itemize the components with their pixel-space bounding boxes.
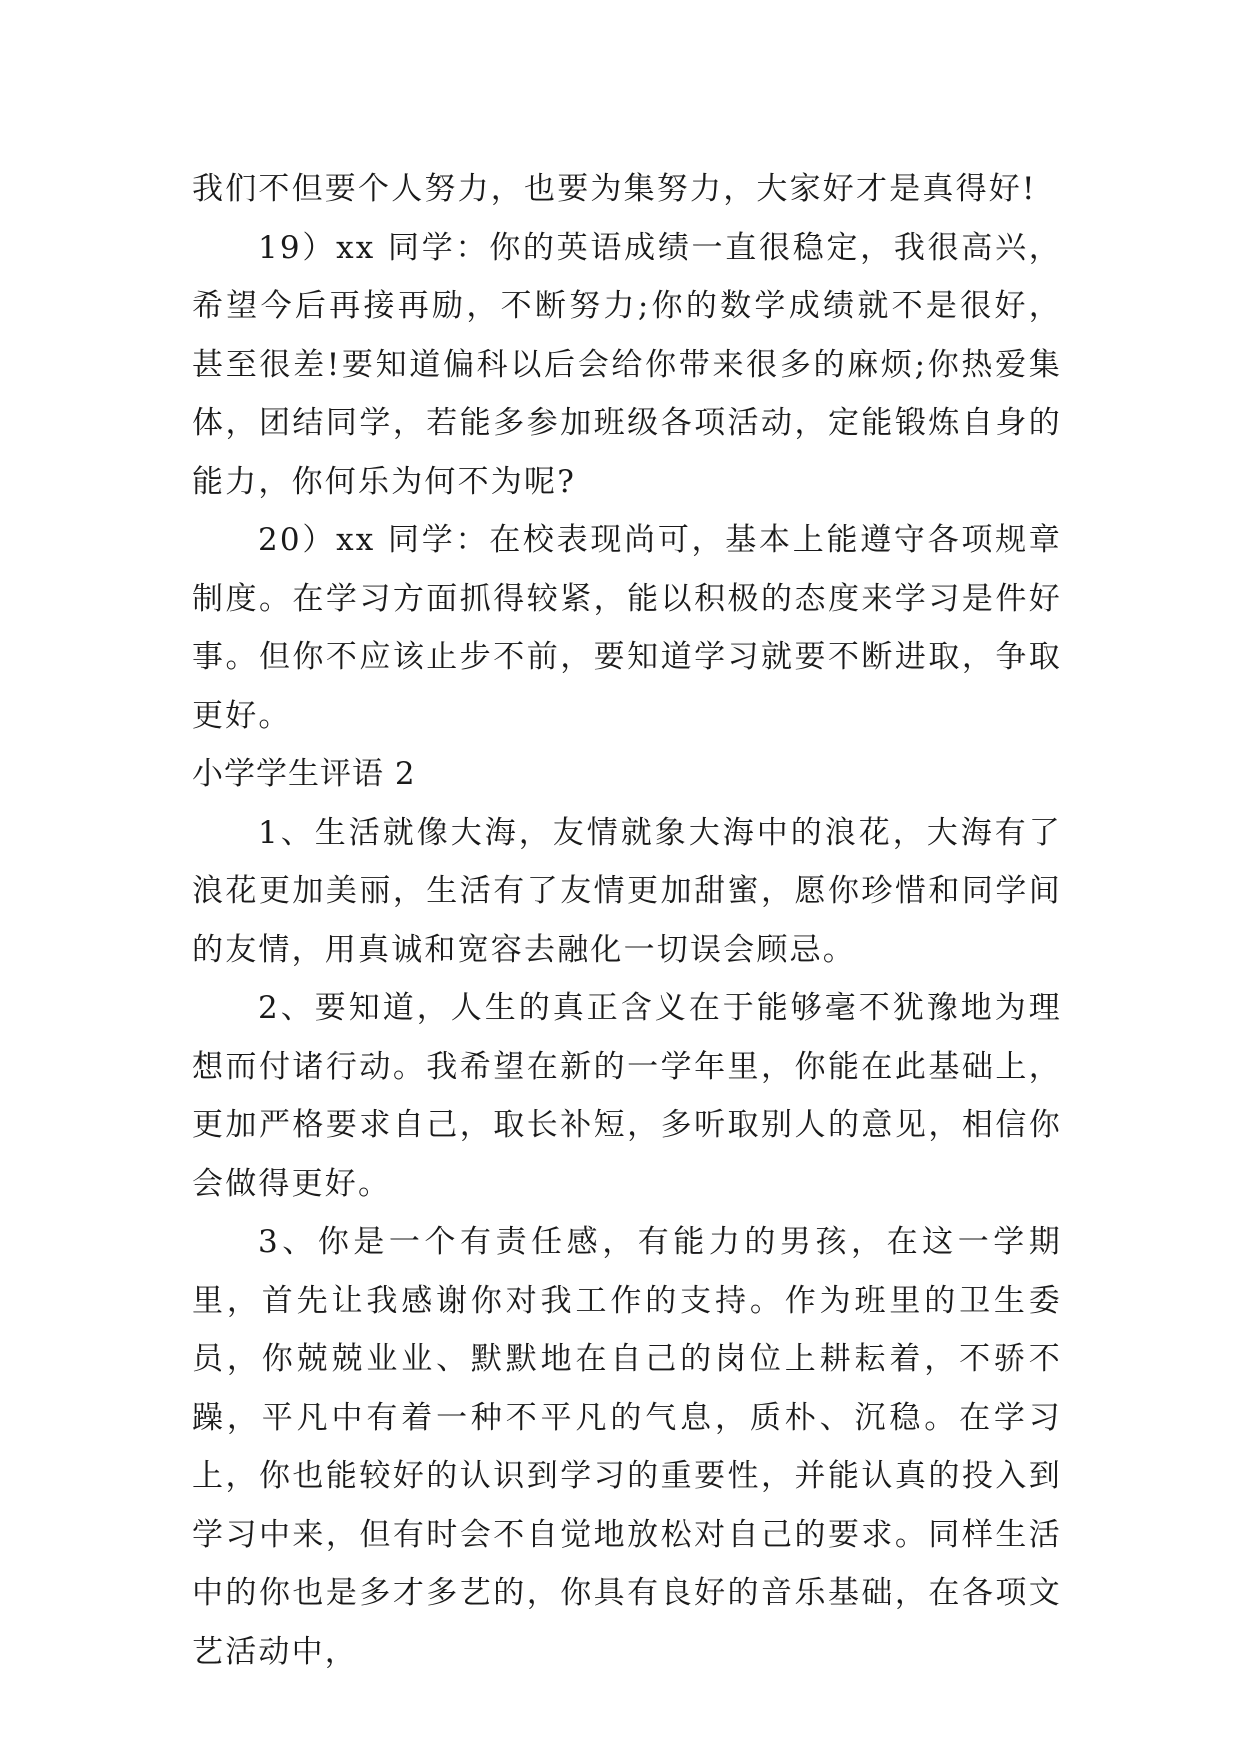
paragraph-comment-19: 19）xx 同学：你的英语成绩一直很稳定，我很高兴，希望今后再接再励，不断努力;你的数学成绩就不是很好，甚至很差!要知道偏科以后会给你带来很多的麻烦;你热爱集体，团结同学，若能多参加班级各项活动，定能锻炼自身的能力，你何乐为何不为呢? [192,229,1062,500]
section-title: 小学学生评语 2 [192,756,416,792]
paragraph-comment-1: 1、生活就像大海，友情就象大海中的浪花，大海有了浪花更加美丽，生活有了友情更加甜蜜，愿你珍惜和同学间的友情，用真诚和宽容去融化一切误会顾忌。 [192,814,1062,968]
paragraph-comment-2: 2、要知道，人生的真正含义在于能够毫不犹豫地为理想而付诸行动。我希望在新的一学年里，你能在此基础上，更加严格要求自己，取长补短，多听取别人的意见，相信你会做得更好。 [192,990,1062,1202]
paragraph-comment-3: 3、你是一个有责任感，有能力的男孩，在这一学期里，首先让我感谢你对我工作的支持。作为班里的卫生委员，你兢兢业业、默默地在自己的岗位上耕耘着，不骄不躁，平凡中有着一种不平凡的气息，质朴、沉稳。在学习上，你也能较好的认识到学习的重要性，并能认真的投入到学习中来，但有时会不自觉地放松对自己的要求。同样生活中的你也是多才多艺的，你具有良好的音乐基础，在各项文艺活动中， [192,1224,1062,1670]
document-body [192,160,1062,1681]
paragraph-continuation: 我们不但要个人努力，也要为集努力，大家好才是真得好! [192,171,1037,207]
paragraph-comment-20: 20）xx 同学：在校表现尚可，基本上能遵守各项规章制度。在学习方面抓得较紧，能以积极的态度来学习是件好事。但你不应该止步不前，要知道学习就要不断进取，争取更好。 [192,522,1062,734]
